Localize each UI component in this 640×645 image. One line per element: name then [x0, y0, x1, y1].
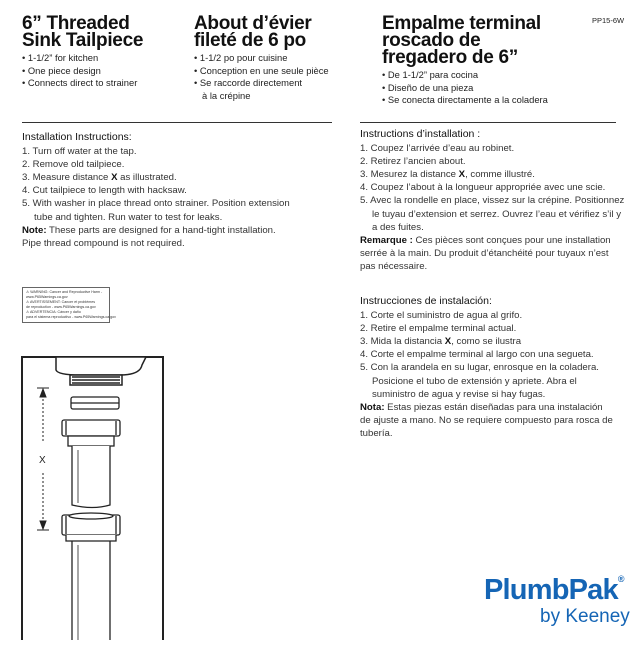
divider: [22, 122, 332, 123]
prop65-warning-box: ⚠ WARNING: Cancer and Reproductive Harm - www.P65Warnings.ca.gov ⚠ AVERTISSEMENT: Cancer et problèmes de reproduction - www.P65Warnings.ca.gov ⚠ ADVERTENCIA: Cáncer y daño para el sistema reproductivo - www.P65Warnings.ca.gov: [22, 287, 110, 323]
step-item: 5. With washer in place thread onto strainer. Position extension: [22, 198, 290, 210]
brand-logo: [484, 574, 624, 607]
instructions-french: [360, 128, 624, 274]
feature-item: • Connects direct to strainer: [22, 77, 138, 88]
step-item: 2. Remove old tailpiece.: [22, 158, 125, 170]
step-item: 3. Measure distance X as illustrated.: [22, 171, 177, 183]
step-item: 5. Avec la rondelle en place, vissez sur la crépine. Positionnez: [360, 195, 625, 207]
header-spanish: [382, 15, 548, 107]
dimension-label: X: [39, 455, 46, 466]
product-code: PP15-6W: [592, 16, 625, 25]
product-title-en: 6” Threaded Sink Tailpiece: [22, 13, 144, 51]
header-french: [194, 15, 329, 102]
brand-name: PlumbPak: [484, 574, 618, 606]
feature-item: à la crépine: [202, 89, 251, 101]
feature-list-fr: [194, 52, 329, 102]
feature-item: • 1-1/2 po pour cuisine: [194, 52, 288, 63]
slip-nut: [62, 513, 120, 541]
instructions-heading-fr: Instructions d’installation :: [360, 128, 481, 140]
feature-item: • Se conecta directamente a la coladera: [382, 94, 548, 105]
registered-mark: ®: [617, 574, 624, 584]
note-item: Note: These parts are designed for a hand-tight installation.: [22, 224, 276, 236]
divider: [360, 122, 616, 123]
steps-list-en: [22, 145, 290, 251]
instructions-spanish: [360, 295, 613, 441]
steps-list-fr: [360, 142, 624, 274]
note-item: Nota: Estas piezas están diseñadas para una instalación: [360, 401, 603, 413]
instructions-english: [22, 131, 290, 250]
sink-strainer: [56, 357, 146, 385]
feature-item: • One piece design: [22, 64, 101, 76]
note-item: serrée à la main. Du produit d’étanchéité pour tuyaux n’est: [360, 248, 609, 260]
step-item: 4. Coupez l’about à la longueur appropriée avec une scie.: [360, 182, 606, 194]
feature-list-en: [22, 52, 143, 90]
step-item: 4. Corte el empalme terminal al largo con una segueta.: [360, 349, 594, 361]
feature-item: • 1-1/2” for kitchen: [22, 52, 99, 63]
header-english: [22, 15, 143, 90]
tailpiece-lower: [72, 541, 110, 640]
step-item: Posicione el tubo de extensión y apriete. Abra el: [372, 375, 577, 387]
installation-diagram: [20, 355, 165, 640]
step-item: le tuyau d’extension et serrez. Ouvrez l’eau et vérifiez s’il y: [372, 208, 622, 220]
step-item: 1. Turn off water at the tap.: [22, 145, 137, 157]
step-item: 3. Mesurez la distance X, comme illustré.: [360, 168, 535, 180]
note-item: Pipe thread compound is not required.: [22, 237, 185, 249]
steps-list-es: [360, 309, 613, 441]
instructions-heading-es: Instrucciones de instalación:: [360, 295, 492, 307]
note-item: Remarque : Ces pièces sont conçues pour une installation: [360, 234, 611, 246]
feature-item: • Se raccorde directement: [194, 77, 303, 88]
step-item: 1. Coupez l’arrivée d’eau au robinet.: [360, 142, 515, 154]
step-item: 2. Retire el empalme terminal actual.: [360, 322, 517, 334]
tailpiece-diagram-svg: [20, 355, 165, 640]
brand-subtitle: by Keeney: [540, 606, 630, 627]
washer: [71, 397, 119, 409]
step-item: 1. Corte el suministro de agua al grifo.: [360, 309, 523, 321]
instructions-heading-en: Installation Instructions:: [22, 131, 132, 143]
step-item: 5. Con la arandela en su lugar, enrosque en la coladera.: [360, 362, 599, 374]
feature-item: • De 1-1/2” para cocina: [382, 69, 479, 80]
note-item: tubería.: [360, 428, 393, 440]
step-item: a des fuites.: [372, 221, 424, 233]
feature-item: • Conception en une seule pièce: [194, 64, 329, 76]
product-title-es: Empalme terminal roscado de fregadero de 6”: [382, 13, 541, 68]
step-item: tube and tighten. Run water to test for leaks.: [34, 211, 223, 223]
tailpiece-upper: [62, 420, 120, 508]
note-item: de ajuste a mano. No se requiere compuesto para rosca de: [360, 415, 613, 427]
step-item: suministro de agua y revise si hay fugas.: [372, 388, 546, 400]
product-title-fr: About d’évier fileté de 6 po: [194, 13, 312, 51]
note-item: pas nécessaire.: [360, 261, 428, 273]
feature-list-es: [382, 69, 548, 107]
step-item: 4. Cut tailpiece to length with hacksaw.: [22, 185, 187, 197]
feature-item: • Diseño de una pieza: [382, 81, 474, 93]
step-item: 3. Mida la distancia X, como se ilustra: [360, 335, 522, 347]
step-item: 2. Retirez l’ancien about.: [360, 155, 466, 167]
